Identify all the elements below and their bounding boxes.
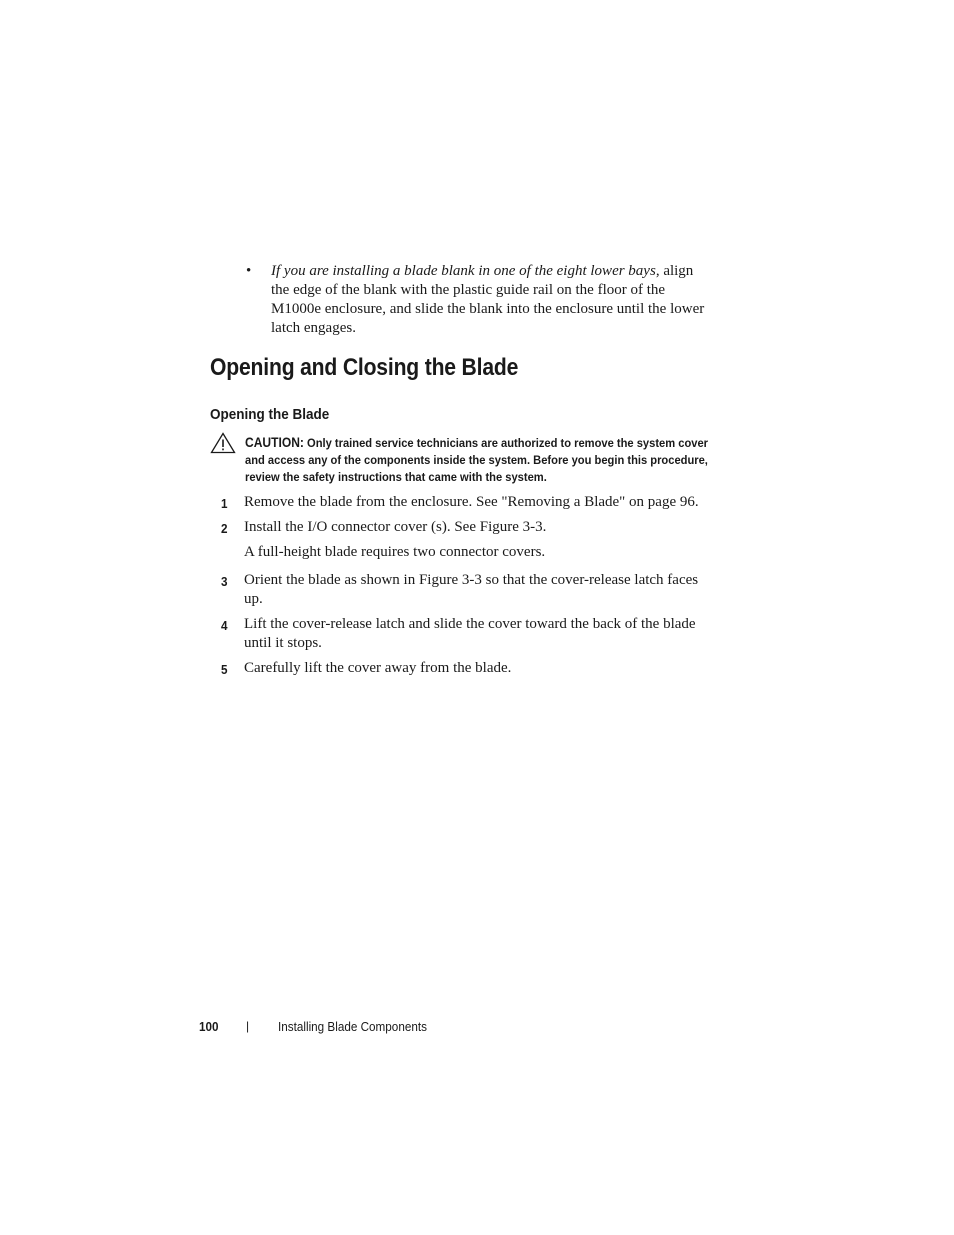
bullet-italic-text: If you are installing a blade blank in one of the eight lower bays: [271, 263, 656, 279]
bullet-text: [271, 262, 706, 338]
bullet-marker: •: [246, 263, 252, 279]
footer-separator: |: [246, 1019, 250, 1033]
step-number: 5: [221, 662, 228, 677]
step-text: Carefully lift the cover away from the blade.: [244, 660, 512, 676]
step-text: Orient the blade as shown in Figure 3-3 so that the cover-release latch faces up.: [244, 572, 699, 607]
bullet-item: [246, 262, 706, 338]
step-number: 2: [221, 521, 228, 536]
subsection-heading: Opening the Blade: [210, 406, 330, 423]
step-note: A full-height blade requires two connector covers.: [244, 544, 546, 560]
step-text: Remove the blade from the enclosure. See "Removing a Blade" on page 96.: [244, 494, 699, 510]
page-number: 100: [199, 1019, 219, 1034]
caution-label: CAUTION:: [245, 435, 304, 450]
step-number: 1: [221, 496, 228, 511]
step-text: Lift the cover-release latch and slide the cover toward the back of the blade until it stops.: [244, 616, 696, 651]
caution-body: Only trained service technicians are authorized to remove the system cover and access any of the components inside the system. Before you begin this procedure, review the safety instructions that came with the system.: [245, 436, 709, 484]
caution-note: [245, 434, 713, 486]
step-number: 3: [221, 574, 228, 589]
footer-chapter-title: Installing Blade Components: [278, 1019, 427, 1034]
bullet-rest-text: , align the edge of the blank with the plastic guide rail on the floor of the M1000e enclosure, and slide the blank into the enclosure until the lower latch engages.: [271, 263, 705, 336]
step-text: Install the I/O connector cover (s). See Figure 3-3.: [244, 519, 547, 535]
caution-triangle-icon: [210, 432, 236, 454]
section-heading: Opening and Closing the Blade: [210, 354, 519, 381]
step-number: 4: [221, 618, 228, 633]
